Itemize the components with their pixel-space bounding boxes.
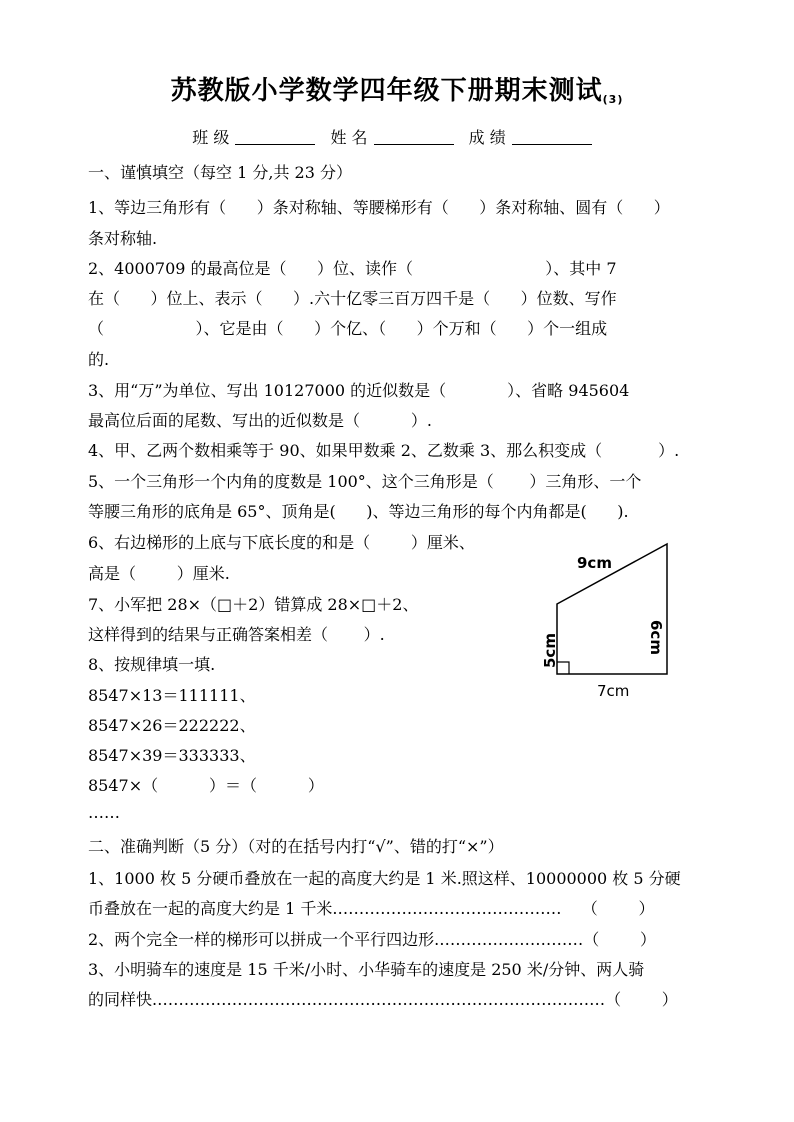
left-side-label: 5cm [541, 633, 559, 668]
class-field[interactable] [235, 128, 315, 145]
question-line: 1、1000 枚 5 分硬币叠放在一起的高度大约是 1 米.照这样、10000000 枚 5 分硬 [88, 869, 681, 888]
question-line: 8547×26＝222222、 [88, 716, 256, 735]
question-line: 条对称轴. [88, 229, 158, 248]
page-title [0, 70, 794, 107]
bottom-side-label: 7cm [597, 682, 630, 700]
title-text: 苏教版小学数学四年级下册期末测试 [170, 76, 603, 106]
section2-heading: 二、准确判断（5 分）（对的在括号内打“√”、错的打“×”） [88, 837, 504, 856]
question-line: 8547×39＝333333、 [88, 746, 256, 765]
question-line: 7、小军把 28×（□＋2）错算成 28×□＋2、 [88, 595, 419, 614]
question-line: 在（ ）位上、表示（ ）.六十亿零三百万四千是（ ）位数、写作 [88, 289, 617, 308]
name-label: 姓 名 [330, 128, 368, 147]
name-field[interactable] [374, 128, 454, 145]
question-line: 的. [88, 350, 110, 369]
question-line: 8547×13＝111111、 [88, 686, 256, 705]
question-line: 2、两个完全一样的梯形可以拼成一个平行四边形.………………………（ ） [88, 930, 656, 949]
question-line: 币叠放在一起的高度大约是 1 千米.…………………………………… （ ） [88, 899, 655, 918]
title-subscript: (3) [602, 93, 624, 106]
question-line: 3、小明骑车的速度是 15 千米/小时、小华骑车的速度是 250 米/分钟、两人骑 [88, 960, 645, 979]
top-side-label: 9cm [577, 554, 612, 572]
class-label: 班 级 [192, 128, 230, 147]
question-line: 2、4000709 的最高位是（ ）位、读作（ ）、其中 7 [88, 259, 617, 278]
question-line: 1、等边三角形有（ ）条对称轴、等腰梯形有（ ）条对称轴、圆有（ ） [88, 198, 670, 217]
question-line: 8、按规律填一填. [88, 655, 216, 674]
question-line: 的同样快.…………………………………………………………………………（ ） [88, 990, 678, 1009]
question-line: 6、右边梯形的上底与下底长度的和是（ ）厘米、 [88, 533, 475, 552]
question-line: …… [88, 803, 120, 822]
question-line: （ ）、它是由（ ）个亿、（ ）个万和（ ）个一组成 [88, 319, 608, 338]
right-side-label: 6cm [647, 620, 665, 655]
question-line: 最高位后面的尾数、写出的近似数是（ ）. [88, 411, 432, 430]
score-field[interactable] [512, 128, 592, 145]
question-line: 8547×（ ）＝（ ） [88, 776, 324, 795]
question-line: 5、一个三角形一个内角的度数是 100°、这个三角形是（ ）三角形、一个 [88, 472, 642, 491]
question-line: 3、用“万”为单位、写出 10127000 的近似数是（ ）、省略 945604 [88, 381, 630, 400]
question-line: 高是（ ）厘米. [88, 564, 230, 583]
question-line: 这样得到的结果与正确答案相差（ ）. [88, 625, 385, 644]
question-line: 等腰三角形的底角是 65°、顶角是( )、等边三角形的每个内角都是( ). [88, 502, 629, 521]
question-line: 4、甲、乙两个数相乘等于 90、如果甲数乘 2、乙数乘 3、那么积变成（ ）. [88, 441, 680, 460]
trapezoid-figure [525, 540, 705, 710]
section1-heading: 一、谨慎填空（每空 1 分,共 23 分） [88, 163, 352, 182]
score-label: 成 绩 [468, 128, 506, 147]
student-info [0, 125, 794, 148]
